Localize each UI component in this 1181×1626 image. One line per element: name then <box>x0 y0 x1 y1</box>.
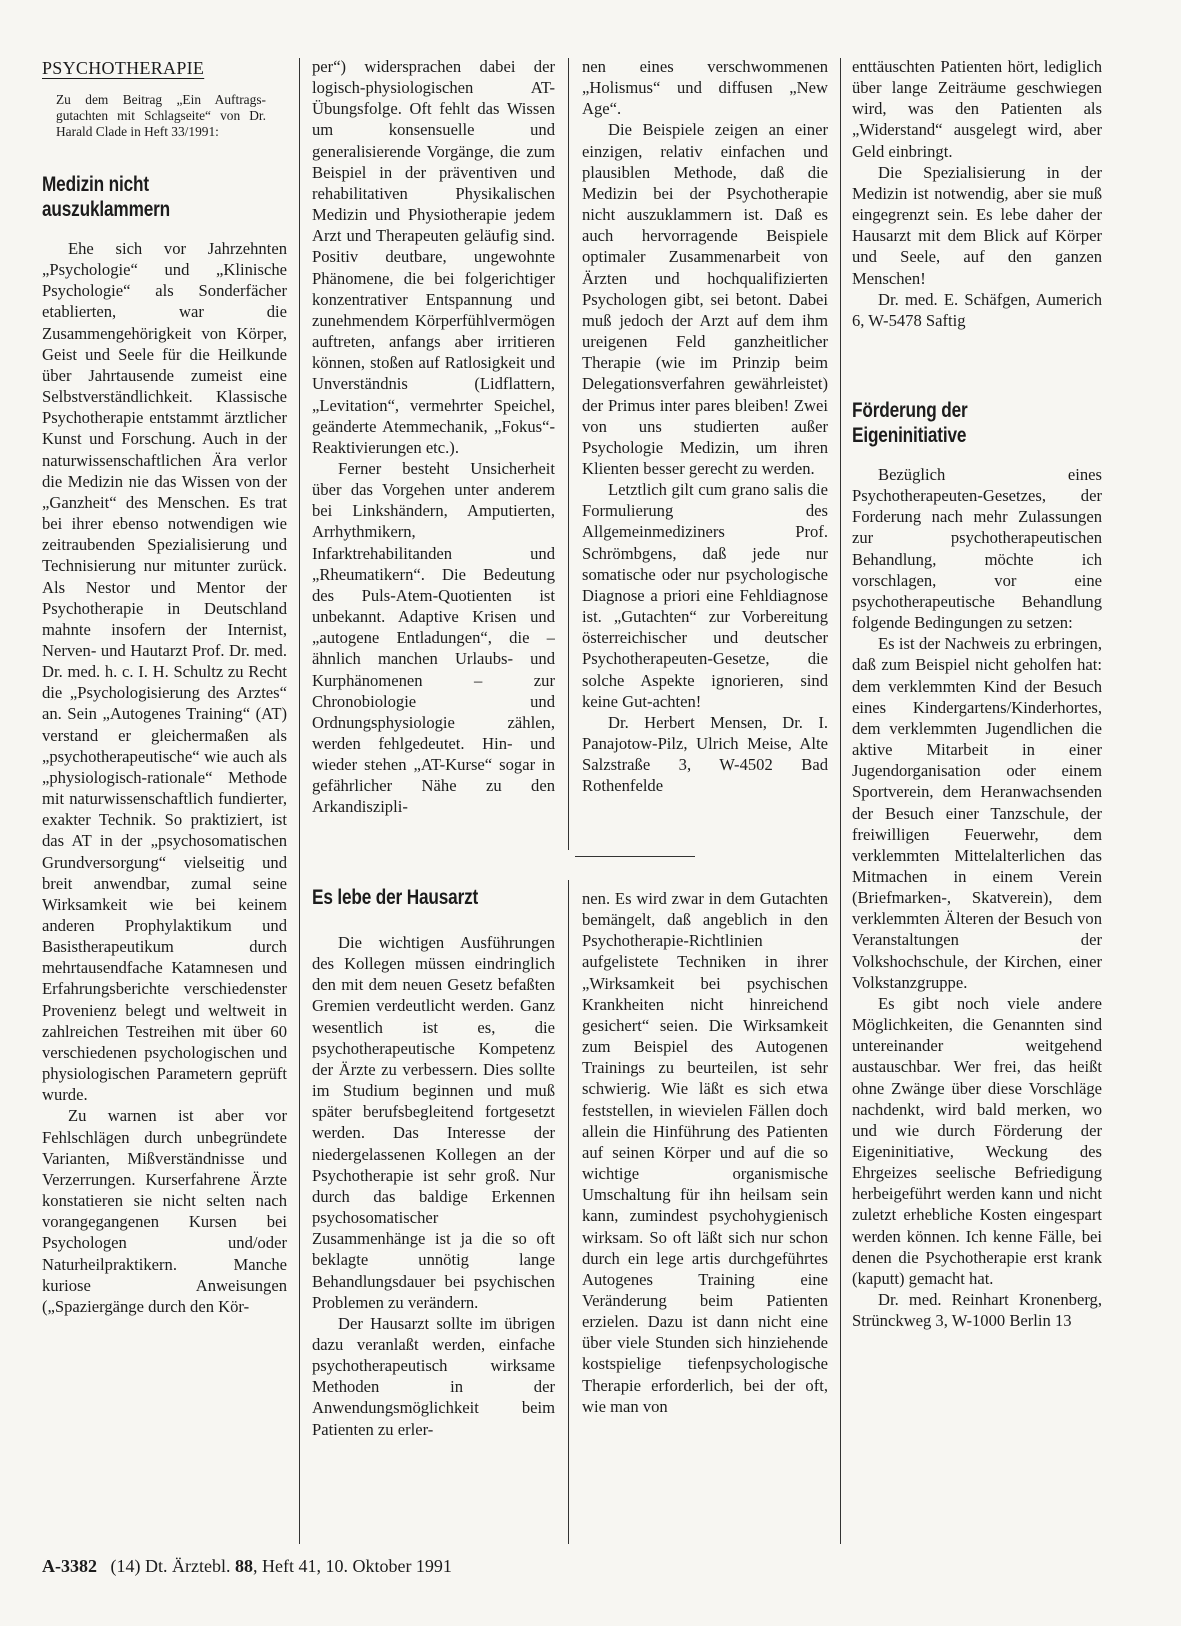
headline-letter1 <box>42 172 170 222</box>
letter1-paragraph: Ehe sich vor Jahrzehnten „Psychologie“ und „Klinische Psychologie“ als Sonderfächer etablierten, war die Zusammengehörigkeit von Körper, Geist und Seele für die Heilkunde über Jahrtausende zumeist eine Selbstverständlichkeit. Klassische Psychotherapie entstammt ärztlicher Kunst und Forschung. Auch in der naturwissenschaftlichen Ära verlor die Medizin nie das Wissen von der „Ganzheit“ des Menschen. Es trat bei ihrer ebenso notwendigen wie zeitraubenden Spezialisierung und Technisierung nur mitunter zurück. Als Nestor und Mentor der Psychotherapie in Deutschland mahnte insofern der Internist, Nerven- und Hautarzt Prof. Dr. med. Dr. med. h. c. I. H. Schultz zu Recht die „Psychologisierung des Arztes“ an. Sein „Autogenes Training“ (AT) verstand er gleichermaßen als „psychotherapeutische“ wie auch als „physiologisch-rationale“ Methode mit naturwissenschaftlich fundierter, exakter Technik. So praktiziert, ist das AT in der „psychosomatischen Grundversorgung“ vielseitig und breit anwendbar, zumal seine Wirksamkeit wie bei keinem anderen Prophylaktikum und Basistherapeutikum durch mehrtausendfache Katamnesen und Erfahrungsberichte verschiedenster Provenienz belegt und weltweit in zahlreichen Testreihen mit über 60 verschiedenen psychologischen und physiologischen Parametern geprüft wurde. <box>42 239 287 1105</box>
headline-letter3 <box>852 398 968 448</box>
journal-issue: , Heft 41, 10. Oktober 1991 <box>252 1556 452 1576</box>
letter3-paragraph: Es ist der Nachweis zu erbringen, daß zum Beispiel nicht geholfen hat: dem verklemmten Kind der Besuch eines Kindergartens/Kinderhortes, dem verklemmten Jugendlichen die aktive Mitarbeit in einer Jugendorganisation oder einem Sportverein, dem Heranwachsenden der Besuch einer Tanzschule, der freiwilligen Feuerwehr, dem verklemmten Mittelalterlichen das Mitmachen in einem Verein (Briefmarken-, Skatverein), dem verklemmten Älteren der Besuch von Veranstaltungen der Volkshochschule, der Kirchen, einer Volkstanzgruppe. <box>852 634 1102 992</box>
letter3-paragraph: Bezüglich eines Psychotherapeuten-Gesetzes, der Forderung nach mehr Zulassungen zur psychotherapeutischen Behandlung, möchte ich vorschlagen, vor eine psychotherapeutische Behandlung folgende Bedingungen zu setzen: <box>852 465 1102 633</box>
headline-letter1-line1: Medizin nicht <box>42 173 149 196</box>
letter3-paragraph: Es gibt noch viele andere Möglichkeiten, die Genannten sind untereinander weitgehend austauschbar. Wer frei, das heißt ohne Zwänge über diese Vorschläge nachdenkt, wird bald merken, wo und wie durch Förderung der Eigeninitiative, Weckung des Ehrgeizes seelische Befriedigung herbeigeführt werden kann und nicht zuletzt erhebliche Kosten eingespart werden können. Ich kenne Fälle, bei denen die Psychotherapie erst krank (kaputt) gemacht hat. <box>852 993 1102 1288</box>
column-rule <box>299 58 300 1544</box>
column-rule <box>568 880 569 1544</box>
letter1-paragraph: nen eines verschwommenen „Holismus“ und diffusen „New Age“. <box>582 57 828 119</box>
column-2-bottom <box>312 932 555 1546</box>
page-footer <box>42 1556 452 1577</box>
section-kicker: PSYCHOTHERAPIE <box>42 58 205 78</box>
letter1-signature: Dr. Herbert Mensen, Dr. I. Panajotow-Pilz, Ulrich Meise, Alte Salzstraße 3, W-4502 Bad Rothenfelde <box>582 712 828 796</box>
page-number: A-3382 <box>42 1556 97 1576</box>
column-3-top <box>582 56 828 866</box>
letter1-paragraph: per“) widersprachen dabei der logisch-physiologischen AT-Übungsfolge. Oft fehlt das Wissen um konsensuelle und generalisierende Vorgänge, die zum Beispiel in der präventiven und rehabilitativen Physikalischen Medizin und Physiotherapie jedem Arzt und Therapeuten geläufig sind. Positiv deutbare, ungewohnte Phänomene, die bei folgerichtiger konzentrativer Entspannung und zunehmendem Körperfühlvermögen auftreten, anfangs aber irritieren können, stoßen auf Ratlosigkeit und Unverständnis (Lidflattern, „Levitation“, vermehrter Speichel, geänderte Atemmechanik, „Fokus“-Reaktivierungen etc.). <box>312 57 555 457</box>
headline-letter3-line1: Förderung der <box>852 399 968 422</box>
letter2-paragraph: Die wichtigen Ausführungen des Kollegen müssen eindringlich den mit dem neuen Gesetz befaßten Gremien verdeutlicht werden. Ganz wesentlich ist es, die psychotherapeutische Kompetenz der Ärzte zu verbessern. Dies sollte im Studium beginnen und muß später berufsbegleitend fortgesetzt werden. Das Interesse der niedergelassenen Kollegen an der Psychotherapie ist sehr groß. Nur durch das baldige Erkennen psychosomatischer Zusammenhänge ist ja die so oft beklagte unnötig lange Behandlungsdauer bei psychischen Problemen zu verändern. <box>312 933 555 1312</box>
section-divider <box>575 856 695 857</box>
column-1 <box>42 238 287 1546</box>
letter2-paragraph: enttäuschten Patienten hört, lediglich über lange Zeiträume geschwiegen wird, was den Patienten als „Widerstand“ ausgelegt wird, aber Geld einbringt. <box>852 57 1102 161</box>
headline-letter3-line2: Eigeninitiative <box>852 424 967 447</box>
letter2-paragraph: nen. Es wird zwar in dem Gutachten bemängelt, daß angeblich in den Psychotherapie-Richtlinien aufgelistete Techniken in ihrer „Wirksamkeit bei psychischen Krankheiten nicht hinreichend gesichert“ seien. Die Wirksamkeit zum Beispiel des Autogenen Trainings zu beurteilen, ist sehr schwierig. Wie läßt es sich etwa feststellen, in wievielen Fällen doch allein die Hinführung des Patienten auf seinen Körper und auf die so wichtige organismische Umschaltung für ihn heilsam sein kann, zumindest psychohygienisch wirksam. So oft läßt sich nur schon durch ein lege artis durchgeführtes Autogenes Training eine Veränderung beim Patienten erzielen. Dazu ist dann nicht eine über viele Stunden sich hinziehende kostspielige tiefenpsychologische Therapie erforderlich, bei der oft, wie man von <box>582 889 828 1416</box>
letter3-signature: Dr. med. Reinhart Kronenberg, Strünckweg 3, W-1000 Berlin 13 <box>852 1290 1102 1331</box>
column-rule <box>568 58 569 850</box>
letter2-paragraph: Der Hausarzt sollte im übrigen dazu veranlaßt werden, einfache psychotherapeutisch wirksame Methoden in der Anwendungsmöglichkeit beim Patienten zu erler- <box>312 1313 555 1439</box>
letter1-paragraph: Die Beispiele zeigen an einer einzigen, relativ einfachen und plausiblen Methode, daß die Medizin bei der Psychotherapie nicht auszuklammern ist. Daß es auch hervorragende Beispiele optimaler Zusammenarbeit von Ärzten und hochqualifizierten Psychologen gibt, sei betont. Dabei muß jedoch der Arzt auf dem ihm ureigenen Feld ganzheitlicher Therapie (wie im Prinzip beim Delegationsverfahren gewährleistet) der Primus inter pares bleiben! Zwei von uns studierten außer Psychologie Medizin, um ihren Klienten besser gerecht zu werden. <box>582 120 828 478</box>
column-4-top <box>852 56 1102 366</box>
column-3-bottom <box>582 888 828 1546</box>
letter1-paragraph: Letztlich gilt cum grano salis die Formulierung des Allgemeinmediziners Prof. Schrömbgens, daß jede nur somatische oder nur psychologische Diagnose a priori eine Fehldiagnose ist. „Gutachten“ zur Vorbereitung österreichischer und deutscher Psychotherapeuten-Gesetze, die solche Aspekte ignorieren, sind keine Gut-achten! <box>582 480 828 711</box>
letter2-paragraph: Die Spezialisierung in der Medizin ist notwendig, aber sie muß eingegrenzt sein. Es lebe daher der Hausarzt mit dem Blick auf Körper und Seele, auf den ganzen Menschen! <box>852 162 1102 288</box>
headline-letter1-line2: auszuklammern <box>42 198 171 221</box>
column-4-bottom <box>852 464 1102 1546</box>
journal-volume: 88 <box>234 1556 253 1576</box>
letter2-signature: Dr. med. E. Schäfgen, Aumerich 6, W-5478 Saftig <box>852 289 1102 330</box>
column-rule <box>840 58 841 1544</box>
letter1-paragraph: Zu warnen ist aber vor Fehlschlägen durch unbegründete Varianten, Mißverständnisse und Verzerrungen. Kurserfahrene Ärzte konstatieren sie nicht selten nach vorangegangenen Kursen bei Psychologen und/oder Naturheilpraktikern. Manche kuriose Anweisungen („Spaziergänge durch den Kör- <box>42 1106 287 1316</box>
journal-citation: (14) Dt. Ärztebl. <box>110 1556 231 1576</box>
intro-note: Zu dem Beitrag „Ein Auftrags-gutachten mit Schlagseite“ von Dr. Harald Clade in Heft 33/1991: <box>56 92 266 140</box>
column-2-top <box>312 56 555 866</box>
letter1-paragraph: Ferner besteht Unsicherheit über das Vorgehen unter anderem bei Linkshändern, Amputierten, Arrhythmikern, Infarktrehabilitanden und „Rheumatikern“. Die Bedeutung des Puls-Atem-Quotienten ist unbekannt. Adaptive Krisen und „autogene Entladungen“, die – ähnlich manchen Urlaubs- und Kurphänomenen – zur Chronobiologie und Ordnungsphysiologie zählen, werden fehlgedeutet. Hin- und wieder stehen „AT-Kurse“ sogar in gefährlicher Nähe zu den Arkandiszipli- <box>312 458 555 817</box>
headline-letter2: Es lebe der Hausarzt <box>312 886 479 909</box>
